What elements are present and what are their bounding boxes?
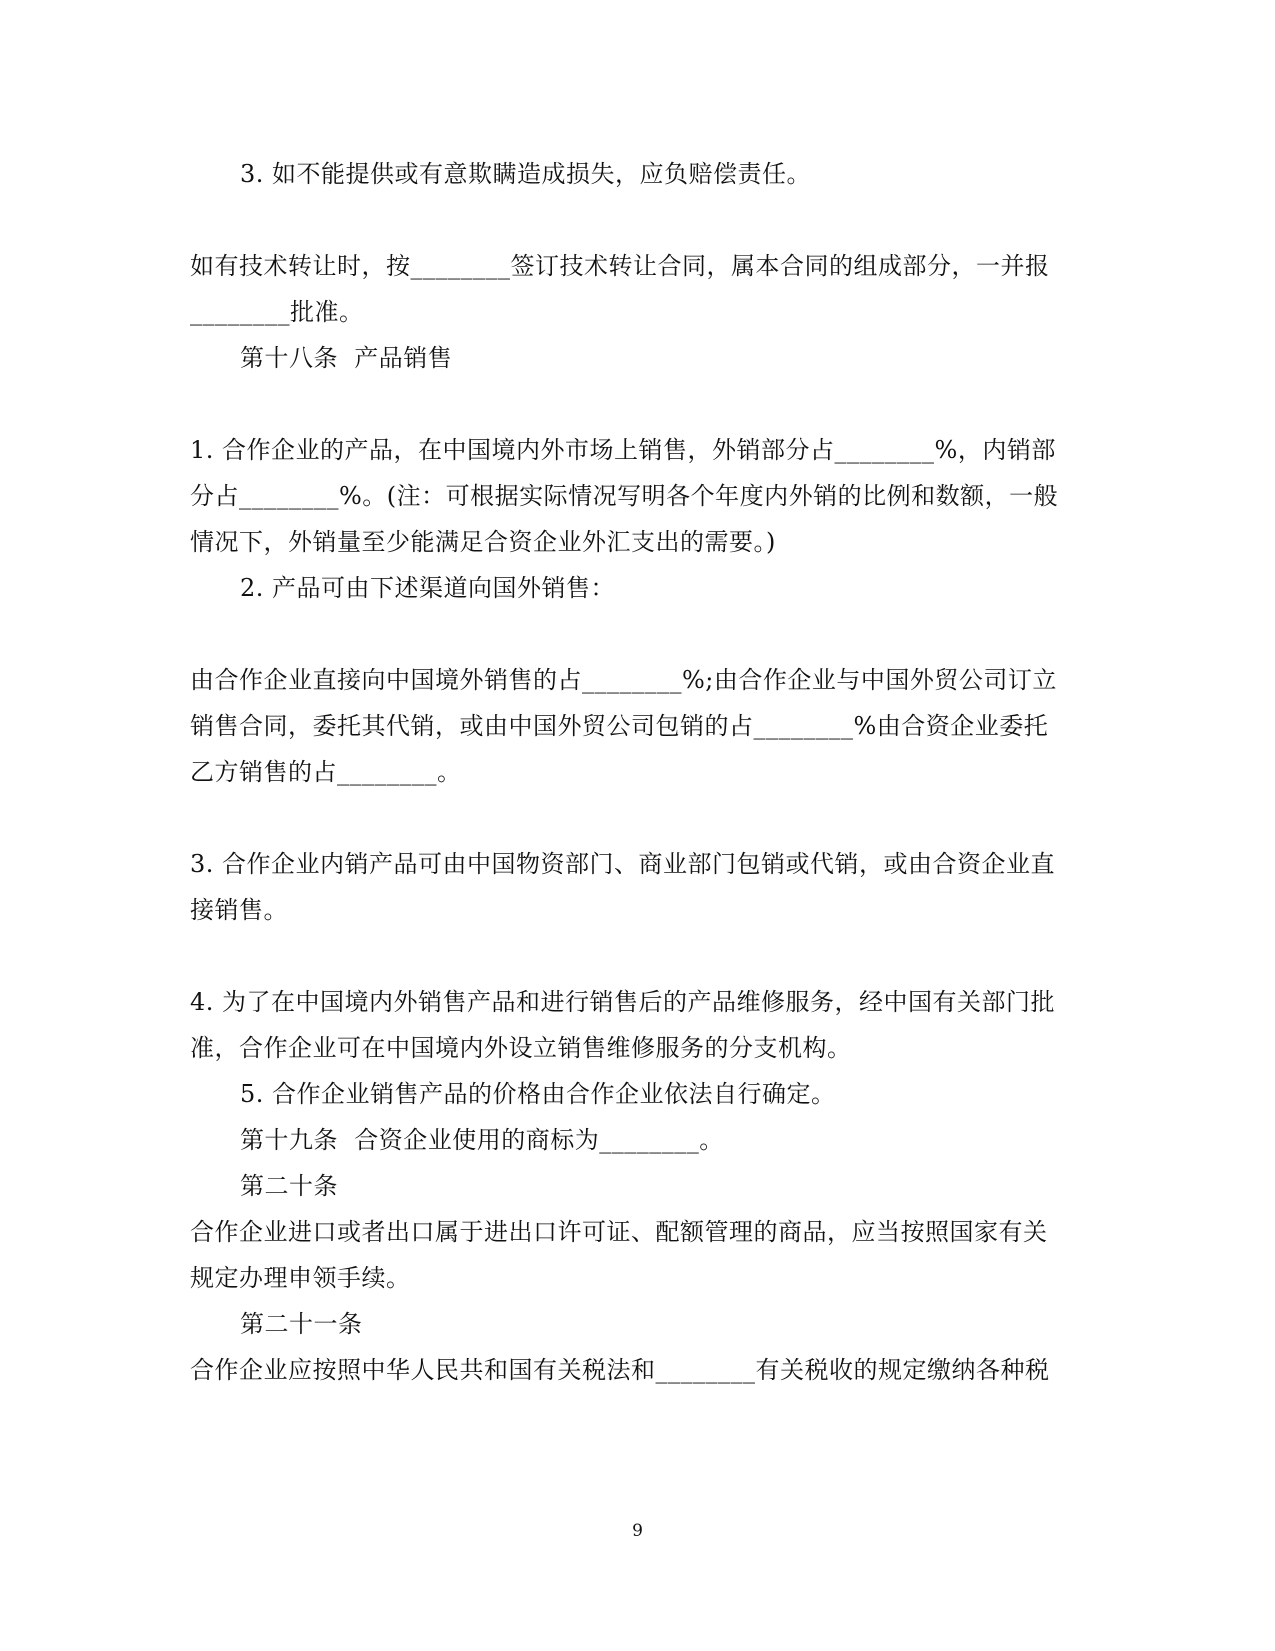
text-line: 销售合同，委托其代销，或由中国外贸公司包销的占________%由合资企业委托	[190, 712, 1049, 740]
text-line: 如有技术转让时，按________签订技术转让合同，属本合同的组成部分，一并报	[190, 252, 1050, 280]
text-line: 规定办理申领手续。	[190, 1264, 411, 1292]
text-line: 4. 为了在中国境内外销售产品和进行销售后的产品维修服务，经中国有关部门批	[190, 988, 1056, 1016]
text-line: 由合作企业直接向中国境外销售的占________%;由合作企业与中国外贸公司订立	[190, 666, 1057, 694]
section-heading: 第二十条	[240, 1172, 338, 1200]
text-line: 分占________%。(注：可根据实际情况写明各个年度内外销的比例和数额，一般	[190, 482, 1059, 510]
text-line: 1. 合作企业的产品，在中国境内外市场上销售，外销部分占________%，内销部	[190, 436, 1056, 464]
text-line: 合作企业进口或者出口属于进出口许可证、配额管理的商品，应当按照国家有关	[190, 1218, 1048, 1246]
text-line: ________批准。	[190, 298, 364, 326]
text-line: 2. 产品可由下述渠道向国外销售：	[240, 574, 616, 602]
text-line: 3. 如不能提供或有意欺瞒造成损失，应负赔偿责任。	[240, 160, 812, 188]
text-line: 准，合作企业可在中国境内外设立销售维修服务的分支机构。	[190, 1034, 852, 1062]
page-number: 9	[632, 1521, 643, 1541]
section-heading: 第十八条 产品销售	[240, 344, 453, 372]
text-line: 3. 合作企业内销产品可由中国物资部门、商业部门包销或代销，或由合资企业直	[190, 850, 1056, 878]
section-heading: 第十九条 合资企业使用的商标为________。	[240, 1126, 724, 1154]
section-heading: 第二十一条	[240, 1310, 363, 1338]
text-line: 情况下，外销量至少能满足合资企业外汇支出的需要。)	[190, 528, 776, 556]
text-line: 合作企业应按照中华人民共和国有关税法和________有关税收的规定缴纳各种税	[190, 1356, 1050, 1384]
text-line: 接销售。	[190, 896, 288, 924]
text-line: 5. 合作企业销售产品的价格由合作企业依法自行确定。	[240, 1080, 836, 1108]
text-line: 乙方销售的占________。	[190, 758, 462, 786]
